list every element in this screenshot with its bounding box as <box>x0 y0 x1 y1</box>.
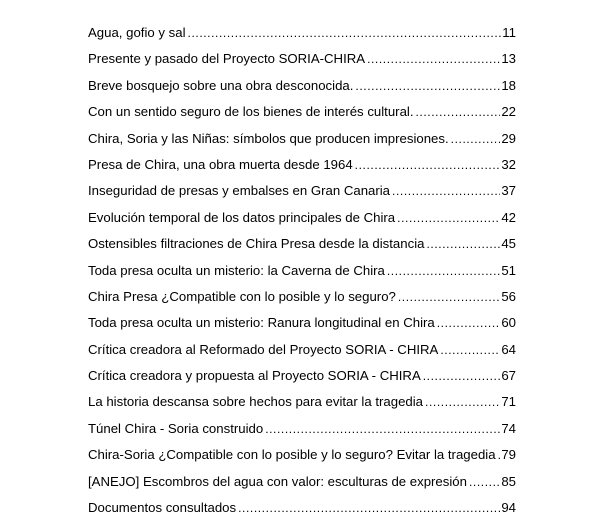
toc-dot-leader <box>426 231 500 257</box>
toc-entry-page: 74 <box>501 420 516 436</box>
toc-entry[interactable] <box>88 152 516 178</box>
toc-entry-title: Documentos consultados <box>88 500 237 516</box>
toc-entry-title: Crítica creadora y propuesta al Proyecto SORIA - CHIRA <box>88 368 421 384</box>
toc-entry-page: 45 <box>501 236 516 252</box>
toc-entry[interactable] <box>88 178 516 204</box>
toc-entry-page: 13 <box>501 51 516 67</box>
toc-entry[interactable] <box>88 495 516 521</box>
toc-entry-title: [ANEJO] Escombros del agua con valor: esculturas de expresión <box>88 473 467 489</box>
toc-entry[interactable] <box>88 442 516 468</box>
toc-dot-leader <box>355 73 500 99</box>
toc-dot-leader <box>440 337 500 363</box>
toc-dot-leader <box>238 495 500 521</box>
toc-entry[interactable] <box>88 337 516 363</box>
toc-entry-title: La historia descansa sobre hechos para evitar la tragedia <box>88 394 424 410</box>
toc-entry[interactable] <box>88 416 516 442</box>
toc-entry-title: Chira Presa ¿Compatible con lo posible y lo seguro? <box>88 288 396 304</box>
toc-dot-leader <box>423 363 501 389</box>
toc-dot-leader <box>437 310 501 336</box>
toc-entry[interactable] <box>88 205 516 231</box>
toc-entry-title: Presente y pasado del Proyecto SORIA-CHIRA <box>88 51 366 67</box>
toc-dot-leader <box>397 205 500 231</box>
toc-entry-page: 79 <box>501 447 516 463</box>
toc-entry-page: 22 <box>501 104 516 120</box>
toc-entry[interactable] <box>88 310 516 336</box>
toc-dot-leader <box>469 469 500 495</box>
toc-dot-leader <box>425 389 500 415</box>
toc-dot-leader <box>355 152 501 178</box>
toc-dot-leader <box>392 178 500 204</box>
toc-entry-title: Ostensibles filtraciones de Chira Presa desde la distancia <box>88 236 425 252</box>
toc-entry-page: 71 <box>501 394 516 410</box>
toc-entry[interactable] <box>88 73 516 99</box>
toc-entry-page: 56 <box>501 288 516 304</box>
toc-entry-page: 51 <box>501 262 516 278</box>
toc-dot-leader <box>387 258 500 284</box>
toc-dot-leader <box>398 284 500 310</box>
toc-entry-title: Túnel Chira - Soria construido <box>88 420 264 436</box>
toc-entry-page: 64 <box>501 341 516 357</box>
toc-entry-title: Inseguridad de presas y embalses en Gran Canaria <box>88 183 391 199</box>
toc-entry-page: 32 <box>501 156 516 172</box>
toc-entry-title: Evolución temporal de los datos principales de Chira <box>88 209 396 225</box>
toc-entry-page: 29 <box>501 130 516 146</box>
toc-entry[interactable] <box>88 258 516 284</box>
toc-entry[interactable] <box>88 363 516 389</box>
toc-entry-title: Chira-Soria ¿Compatible con lo posible y lo seguro? Evitar la tragedia <box>88 447 496 463</box>
toc-entry[interactable] <box>88 284 516 310</box>
toc-entry[interactable] <box>88 46 516 72</box>
toc-entry[interactable] <box>88 469 516 495</box>
toc-dot-leader <box>265 416 500 442</box>
toc-entry-page: 11 <box>502 25 516 40</box>
toc-entry-page: 67 <box>501 368 516 384</box>
toc-dot-leader <box>367 46 500 72</box>
toc-entry-page: 85 <box>501 473 516 489</box>
toc-entry[interactable] <box>88 99 516 125</box>
toc-dot-leader <box>451 126 501 152</box>
toc-entry-title: Chira, Soria y las Niñas: símbolos que producen impresiones. <box>88 130 449 146</box>
table-of-contents <box>88 20 516 521</box>
toc-entry-title: Crítica creadora al Reformado del Proyecto SORIA - CHIRA <box>88 341 439 357</box>
toc-entry-title: Toda presa oculta un misterio: la Caverna de Chira <box>88 262 385 278</box>
toc-entry[interactable] <box>88 126 516 152</box>
toc-entry-page: 42 <box>501 209 516 225</box>
toc-entry-page: 94 <box>501 500 516 516</box>
toc-entry-page: 60 <box>501 315 516 331</box>
toc-entry-title: Con un sentido seguro de los bienes de interés cultural. <box>88 104 414 120</box>
toc-entry-page: 37 <box>501 183 516 199</box>
toc-entry-title: Presa de Chira, una obra muerta desde 1964 <box>88 156 353 172</box>
toc-dot-leader <box>416 99 501 125</box>
toc-entry-title: Agua, gofio y sal <box>88 25 186 40</box>
toc-entry[interactable] <box>88 231 516 257</box>
toc-entry[interactable] <box>88 20 516 46</box>
toc-entry[interactable] <box>88 389 516 415</box>
toc-entry-title: Toda presa oculta un misterio: Ranura longitudinal en Chira <box>88 315 435 331</box>
toc-entry-page: 18 <box>501 77 516 93</box>
toc-dot-leader <box>188 20 502 46</box>
toc-entry-title: Breve bosquejo sobre una obra desconocida. <box>88 77 354 93</box>
